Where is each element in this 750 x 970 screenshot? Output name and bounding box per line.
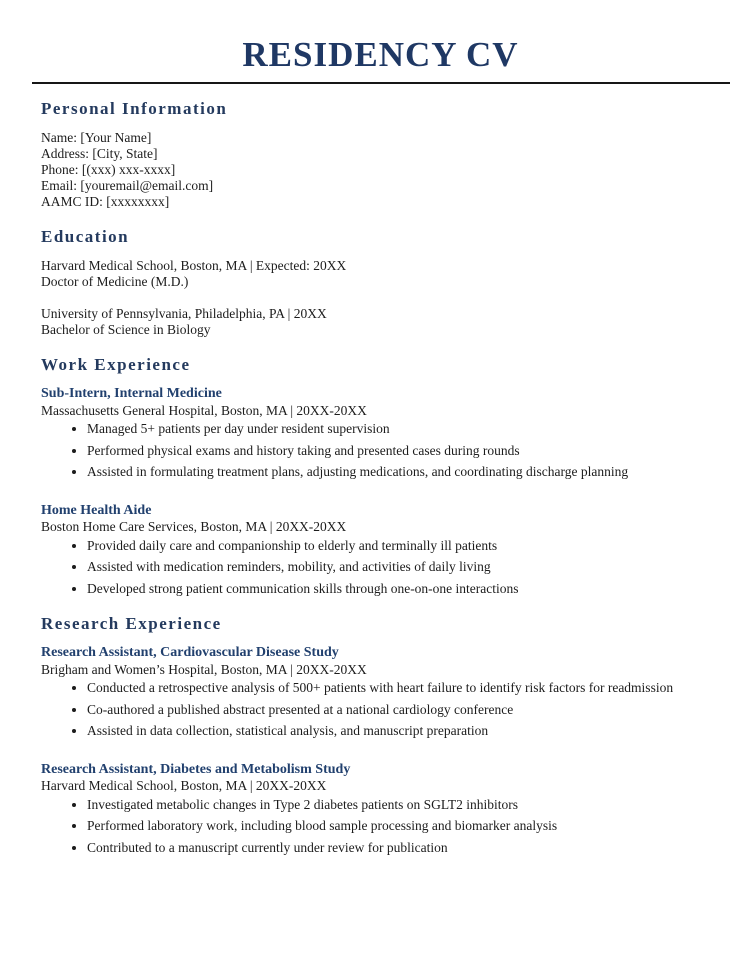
job-bullet-list — [41, 421, 720, 481]
education-degree: Doctor of Medicine (M.D.) — [41, 274, 189, 290]
bullet-item: • Performed physical exams and history taking and presented cases during rounds — [87, 443, 720, 460]
bullet-item: • Provided daily care and companionship to elderly and terminally ill patients — [87, 538, 720, 555]
section-personal-information — [41, 99, 720, 210]
job-entry — [41, 503, 720, 598]
bullet-item: • Co-authored a published abstract presented at a national cardiology conference — [87, 702, 720, 719]
job-subtitle: Massachusetts General Hospital, Boston, MA | 20XX-20XX — [41, 402, 367, 418]
info-line-name: Name: [Your Name] — [41, 130, 152, 146]
bullet-item: • Investigated metabolic changes in Type 2 diabetes patients on SGLT2 inhibitors — [87, 797, 720, 814]
section-research-experience — [41, 614, 720, 856]
research-title: Research Assistant, Cardiovascular Disease Study — [41, 645, 339, 661]
info-line-address: Address: [City, State] — [41, 146, 158, 162]
research-subtitle: Brigham and Women’s Hospital, Boston, MA | 20XX-20XX — [41, 661, 367, 677]
job-title: Home Health Aide — [41, 502, 152, 518]
section-education — [41, 227, 720, 338]
bullet-item: • Assisted in data collection, statistical analysis, and manuscript preparation — [87, 723, 720, 740]
research-bullet-list — [41, 680, 720, 740]
section-work-experience — [41, 355, 720, 597]
education-school: University of Pennsylvania, Philadelphia, PA | 20XX — [41, 306, 327, 322]
bullet-item: • Assisted with medication reminders, mobility, and activities of daily living — [87, 559, 720, 576]
bullet-item: • Managed 5+ patients per day under resident supervision — [87, 421, 720, 438]
info-line-aamc-id: AAMC ID: [xxxxxxxx] — [41, 194, 170, 210]
section-heading-education: Education — [41, 227, 130, 247]
education-entry — [41, 258, 720, 290]
research-title: Research Assistant, Diabetes and Metabolism Study — [41, 761, 351, 777]
personal-info-lines — [41, 130, 720, 210]
research-entry — [41, 645, 720, 740]
section-heading-work-experience: Work Experience — [41, 355, 191, 375]
job-entry — [41, 386, 720, 481]
bullet-item: • Assisted in formulating treatment plans, adjusting medications, and coordinating discharge planning — [87, 464, 720, 481]
section-heading-personal-information: Personal Information — [41, 99, 228, 118]
info-line-phone: Phone: [(xxx) xxx-xxxx] — [41, 162, 176, 178]
job-subtitle: Boston Home Care Services, Boston, MA | 20XX-20XX — [41, 519, 347, 535]
job-title: Sub-Intern, Internal Medicine — [41, 386, 222, 402]
bullet-item: • Performed laboratory work, including blood sample processing and biomarker analysis — [87, 818, 720, 835]
job-bullet-list — [41, 538, 720, 598]
research-subtitle: Harvard Medical School, Boston, MA | 20XX-20XX — [41, 778, 327, 794]
bullet-item: • Conducted a retrospective analysis of 500+ patients with heart failure to identify risk factors for readmission — [87, 680, 720, 697]
section-heading-research-experience: Research Experience — [41, 614, 222, 634]
cv-title: RESIDENCY CV — [242, 35, 519, 74]
research-entry — [41, 762, 720, 857]
bullet-item: • Contributed to a manuscript currently under review for publication — [87, 840, 720, 857]
title-divider — [32, 82, 730, 84]
bullet-item: • Developed strong patient communication skills through one-on-one interactions — [87, 581, 720, 598]
education-school: Harvard Medical School, Boston, MA | Expected: 20XX — [41, 258, 347, 274]
research-bullet-list — [41, 797, 720, 857]
info-line-email: Email: [youremail@email.com] — [41, 178, 214, 194]
education-degree: Bachelor of Science in Biology — [41, 322, 211, 338]
education-entry — [41, 306, 720, 338]
